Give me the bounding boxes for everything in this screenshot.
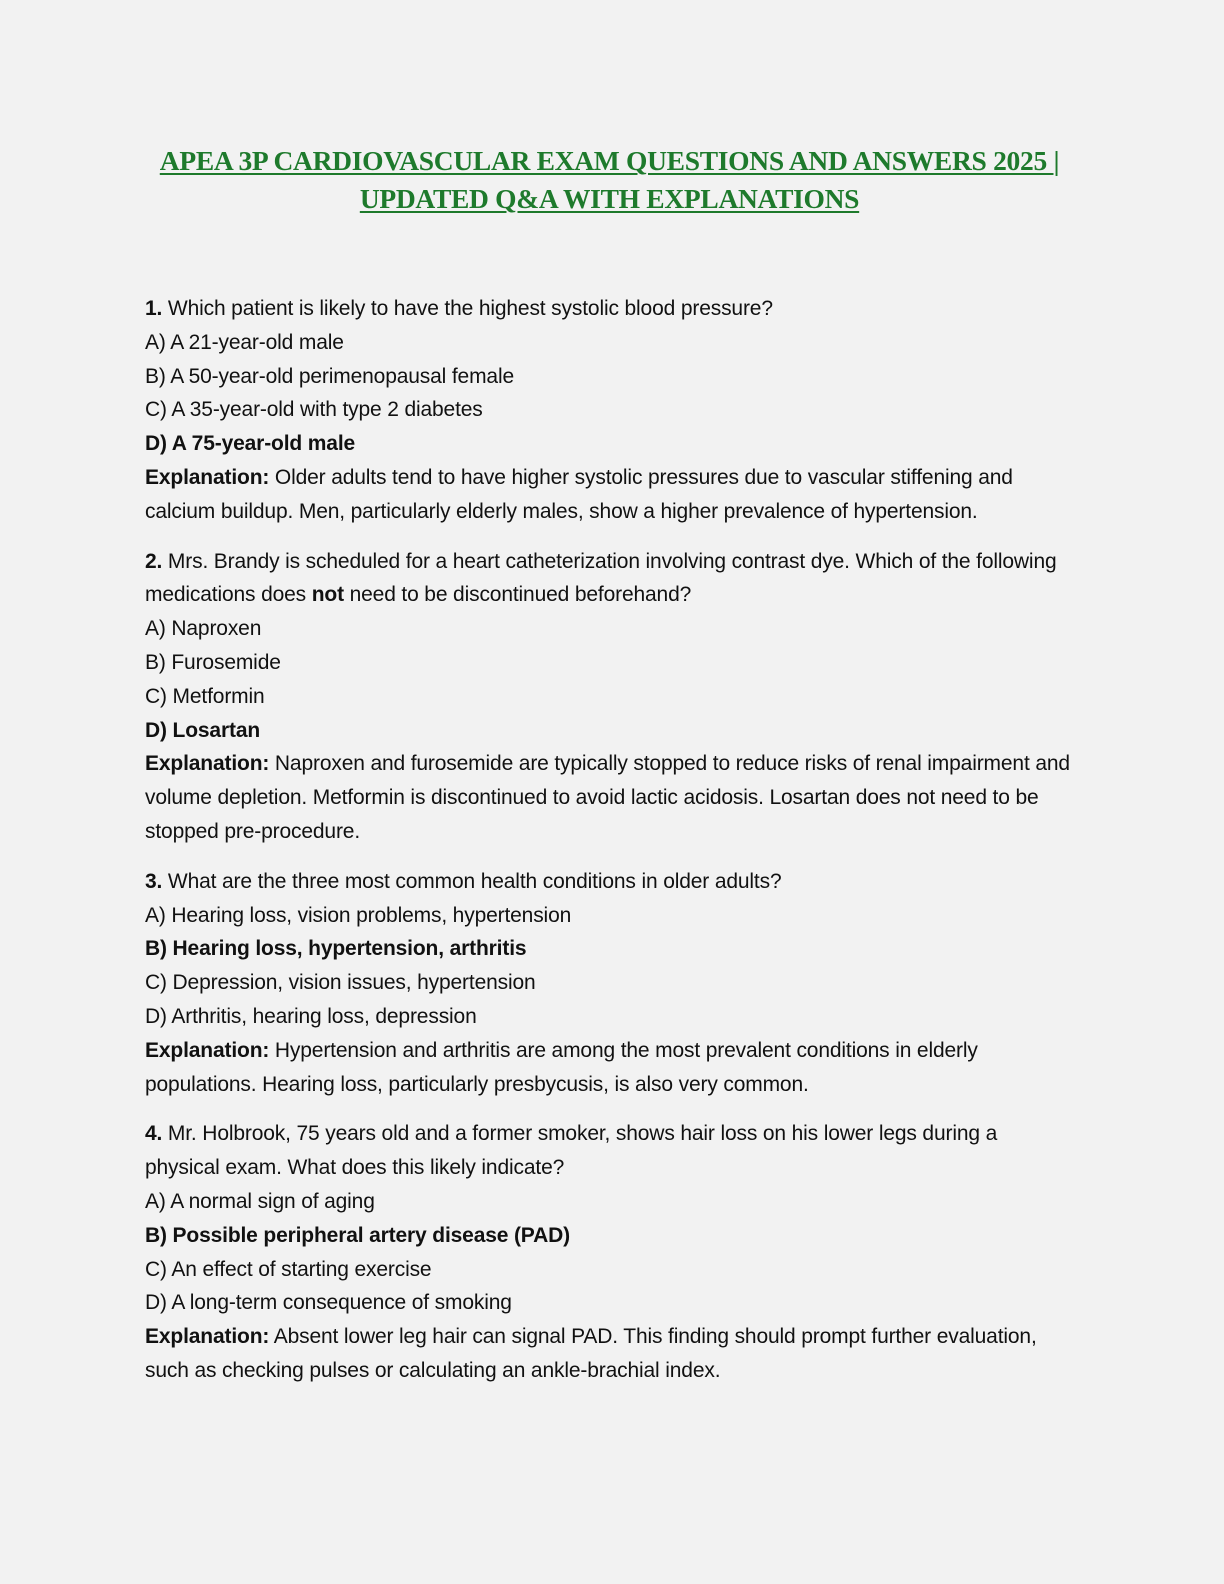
question-2-text-emphasis: not (311, 583, 344, 607)
document-title-line-1: APEA 3P CARDIOVASCULAR EXAM QUESTIONS AND ANSWERS 2025 | (159, 145, 1060, 176)
question-1-option-a: A) A 21-year-old male (145, 330, 344, 354)
question-3-option-b-correct: B) Hearing loss, hypertension, arthritis (145, 937, 527, 961)
question-1 (145, 292, 1074, 529)
question-4-explanation (145, 1320, 1074, 1388)
document-title (145, 142, 1074, 218)
explanation-label: Explanation: (145, 465, 270, 489)
question-1-option-c: C) A 35-year-old with type 2 diabetes (145, 398, 483, 422)
question-4-stem (145, 1117, 1074, 1185)
question-3-option-d: D) Arthritis, hearing loss, depression (145, 1004, 477, 1028)
question-1-explanation-text: Older adults tend to have higher systolic pressures due to vascular stiffening and calcium buildup. Men, particularly elderly males, show a higher prevalence of hypertension. (145, 465, 1013, 523)
question-3 (145, 865, 1074, 1102)
question-1-option-d-correct: D) A 75-year-old male (145, 432, 356, 456)
explanation-label: Explanation: (145, 1038, 270, 1062)
question-2-stem (145, 545, 1074, 613)
question-4-option-a: A) A normal sign of aging (145, 1189, 375, 1213)
question-4-text: Mr. Holbrook, 75 years old and a former smoker, shows hair loss on his lower legs during a physical exam. What does this likely indicate? (145, 1122, 998, 1180)
question-2-option-c: C) Metformin (145, 684, 265, 708)
question-3-number: 3. (145, 869, 163, 893)
question-4-option-d: D) A long-term consequence of smoking (145, 1291, 512, 1315)
question-1-text: Which patient is likely to have the highest systolic blood pressure? (167, 297, 773, 320)
question-1-stem (145, 292, 1074, 326)
question-2-explanation (145, 747, 1074, 848)
question-2-option-b: B) Furosemide (145, 650, 281, 674)
question-1-explanation (145, 461, 1074, 529)
explanation-label: Explanation: (145, 1325, 270, 1349)
question-2-option-d-correct: D) Losartan (145, 718, 261, 742)
question-3-text: What are the three most common health conditions in older adults? (167, 869, 782, 893)
question-2-number: 2. (145, 549, 163, 573)
question-4-option-c: C) An effect of starting exercise (145, 1257, 432, 1281)
question-3-explanation (145, 1034, 1074, 1102)
question-4-explanation-text: Absent lower leg hair can signal PAD. This finding should prompt further evaluation, such as checking pulses or calculating an ankle-brachial index. (145, 1325, 1037, 1382)
question-2-text-before: Mrs. Brandy is scheduled for a heart catheterization involving contrast dye. Which of the following medications does (145, 549, 1057, 607)
question-2-explanation-text: Naproxen and furosemide are typically stopped to reduce risks of renal impairment and volume depletion. Metformin is discontinued to avoid lactic acidosis. Losartan does not need to be stopped pre-procedure. (145, 752, 1070, 843)
document-title-line-2: UPDATED Q&A WITH EXPLANATIONS (359, 183, 860, 214)
question-2-text-after: need to be discontinued beforehand? (349, 583, 692, 607)
explanation-label: Explanation: (145, 752, 270, 776)
question-1-number: 1. (145, 297, 163, 320)
question-3-option-a: A) Hearing loss, vision problems, hypertension (145, 903, 572, 927)
question-4-option-b-correct: B) Possible peripheral artery disease (PAD) (145, 1223, 570, 1247)
question-3-explanation-text: Hypertension and arthritis are among the most prevalent conditions in elderly populations. Hearing loss, particularly presbycusis, is also very common. (145, 1038, 978, 1096)
question-3-option-c: C) Depression, vision issues, hypertension (145, 971, 536, 995)
question-2-option-a: A) Naproxen (145, 617, 262, 641)
question-list (145, 292, 1074, 1388)
question-3-stem (145, 865, 1074, 899)
question-1-option-b: B) A 50-year-old perimenopausal female (145, 364, 515, 388)
question-4-number: 4. (145, 1122, 163, 1146)
question-2 (145, 545, 1074, 849)
question-4 (145, 1117, 1074, 1387)
